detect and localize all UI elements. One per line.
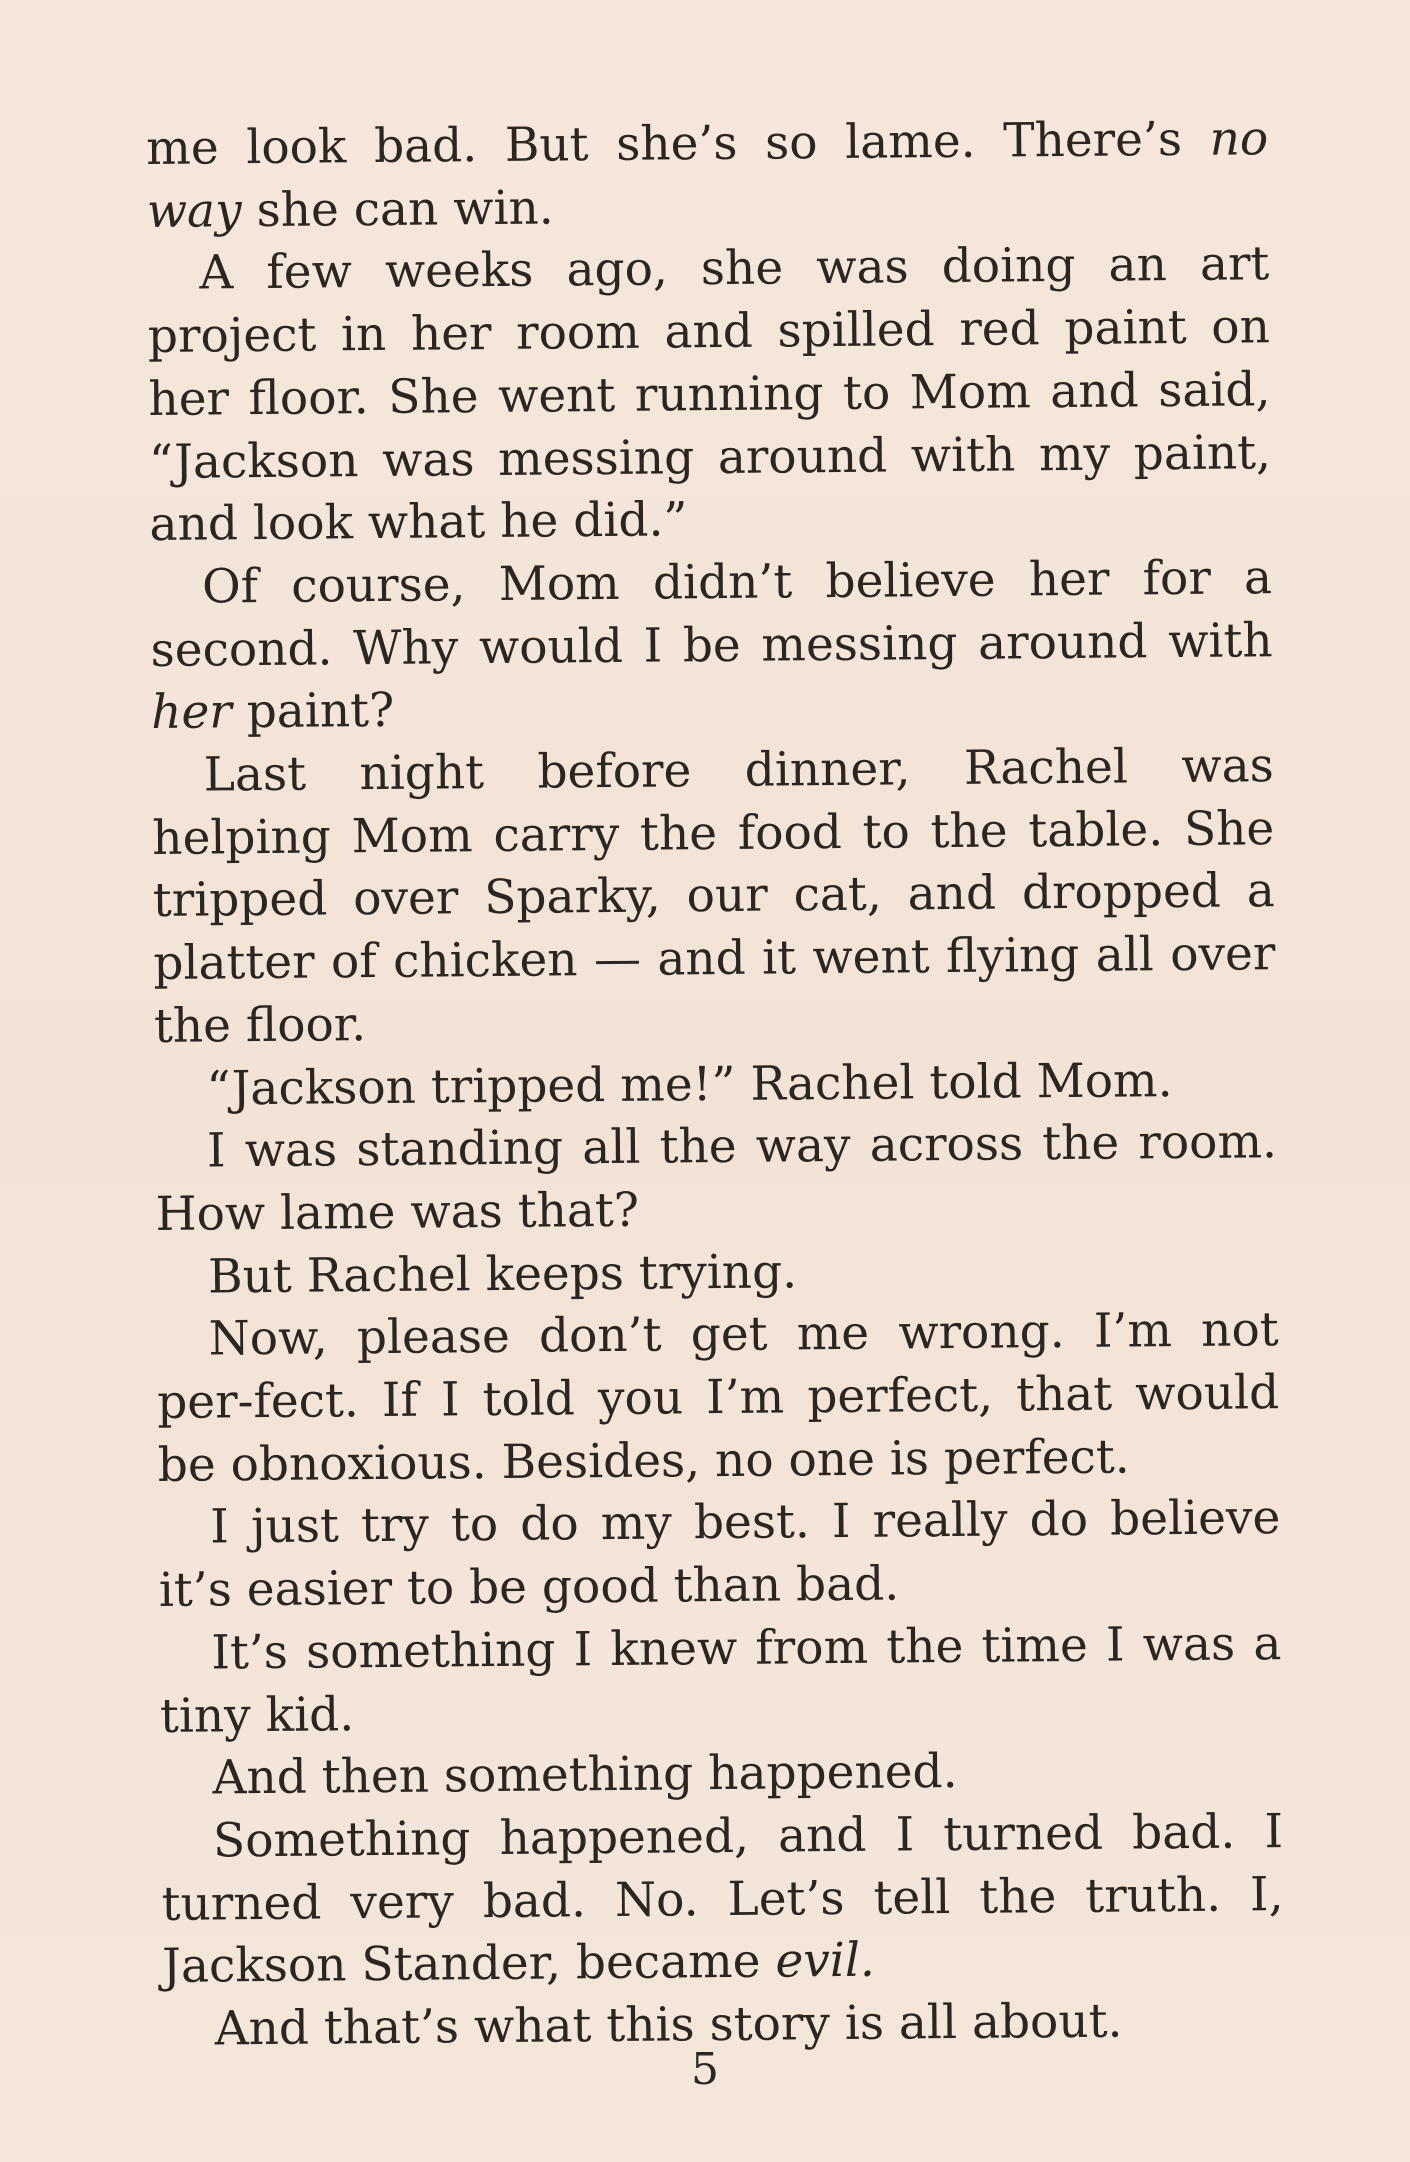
paragraph — [146, 108, 1269, 243]
paragraph — [154, 1049, 1277, 1121]
paragraph — [150, 547, 1274, 745]
paragraph — [147, 234, 1272, 557]
text-run: Of course, Mom didn’t believe her for a second. Why would I be messing around with — [150, 550, 1273, 678]
paragraph — [161, 1801, 1285, 1999]
text-run: It’s something I knew from the time I was a tiny kid. — [159, 1616, 1282, 1744]
text-run: me look bad. But she’s so lame. There’s — [146, 111, 1210, 176]
text-run: I just try to do my best. I really do believe it’s easier to be good than bad. — [158, 1490, 1281, 1619]
text-run: I was standing all the way across the room. How lame was that? — [155, 1114, 1278, 1242]
italic-text: no way — [146, 111, 1269, 239]
italic-text: her — [150, 684, 232, 741]
body-text — [146, 108, 1285, 2062]
text-run: A few weeks ago, she was doing an art project in her room and spilled red paint on her floor. She went running to Mom and said, “Jackson was messing around with my paint, and look what he did.” — [147, 236, 1272, 553]
text-run: And that’s what this story is all about. — [214, 1993, 1123, 2057]
paragraph — [156, 1237, 1279, 1309]
text-run: But Rachel keeps trying. — [207, 1244, 798, 1305]
paragraph — [158, 1488, 1281, 1623]
paragraph — [151, 735, 1276, 1058]
text-run: paint? — [231, 683, 395, 740]
italic-text: evil. — [775, 1933, 876, 1989]
paragraph — [156, 1300, 1280, 1498]
text-run: Last night before dinner, Rachel was helping Mom carry the food to the table. She tripped over Sparky, our cat, and dropped a platter of chicken — and it went flying all over the floor. — [152, 738, 1276, 1054]
text-run: she can win. — [241, 180, 554, 238]
text-run: Something happened, and I turned bad. I turned very bad. No. Let’s tell the truth. I, Jackson Stander, became — [161, 1804, 1284, 1995]
text-run: Now, please don’t get me wrong. I’m not per-fect. If I told you I’m perfect, that would be obnoxious. Besides, no one is perfect. — [156, 1302, 1280, 1493]
text-run: And then something happened. — [212, 1744, 958, 1806]
text-run: “Jackson tripped me!” Rachel told Mom. — [206, 1052, 1173, 1117]
paragraph — [159, 1613, 1282, 1748]
page-number: 5 — [691, 2044, 719, 2095]
paragraph — [155, 1111, 1278, 1246]
paragraph — [160, 1738, 1283, 1810]
